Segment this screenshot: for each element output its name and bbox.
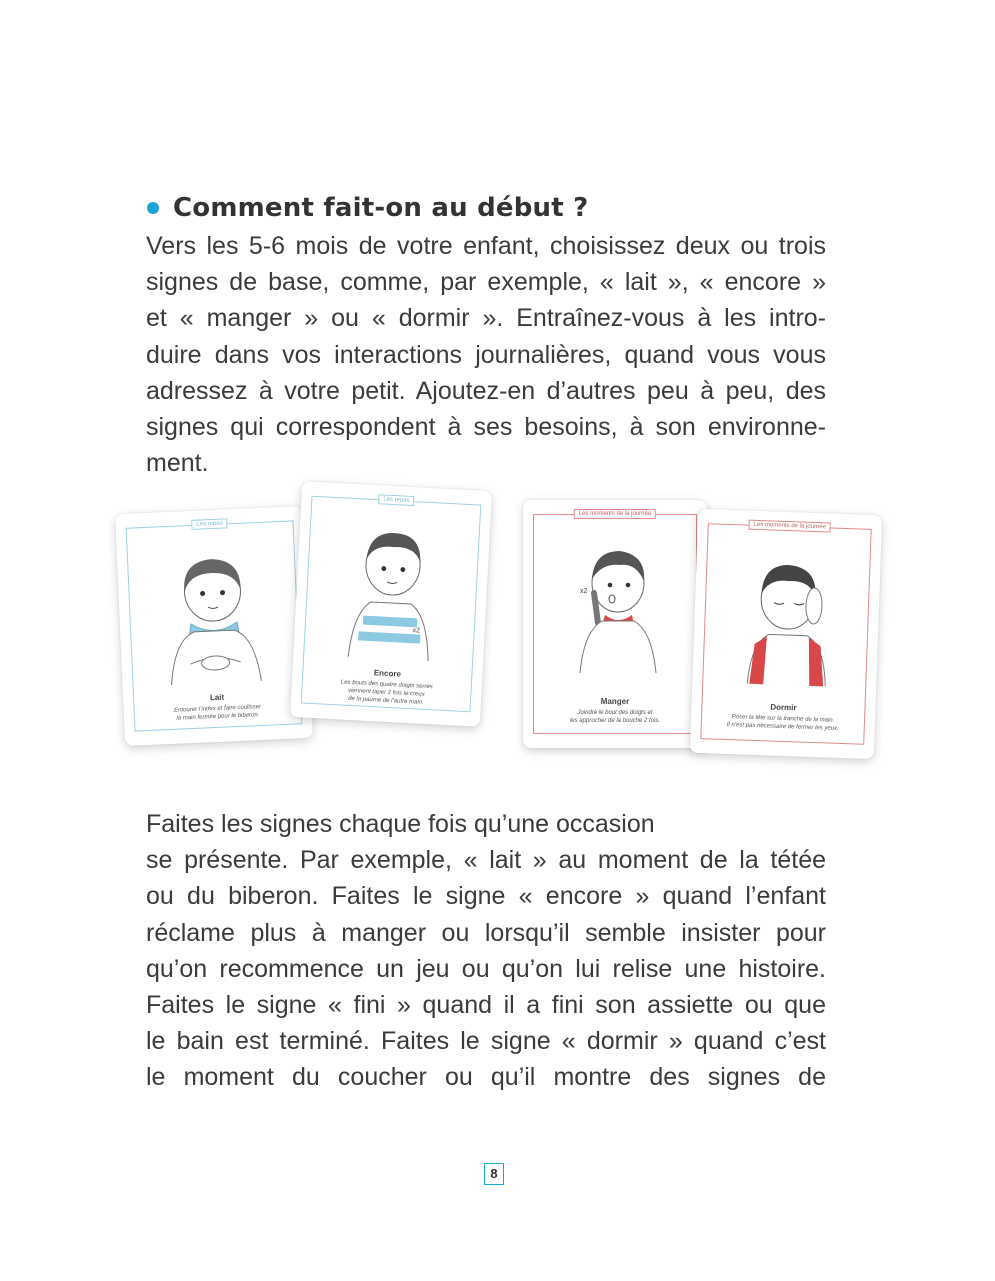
card-description-line: Les bouts des quatre doigts serrés xyxy=(340,679,433,691)
paragraph-intro xyxy=(146,228,826,481)
card-description-line: viennent taper 2 fois le creux xyxy=(347,687,425,698)
baby-illustration xyxy=(145,540,281,696)
card-frame xyxy=(301,496,482,713)
text-line: le moment du coucher ou qu’il montre des signes de xyxy=(146,1063,826,1092)
text-line: Faites les signes chaque fois qu’une occasion xyxy=(146,810,655,838)
repeat-marker: x2 xyxy=(412,627,421,635)
text-line: qu’on recommence un jeu ou qu’on lui relise une histoire. xyxy=(146,954,826,983)
card-description-line: Entourer l’index et faire coulisser xyxy=(173,704,262,714)
card-sign-name: Lait xyxy=(209,692,225,703)
card-frame xyxy=(533,511,697,734)
bullet-icon xyxy=(147,202,159,214)
card-frame xyxy=(126,520,303,731)
card-description-line: de la paume de l’autre main. xyxy=(347,695,424,706)
card-description-line: Poser la tête sur la tranche de la main. xyxy=(731,714,835,724)
text-line: réclame plus à manger ou lorsqu’il semble insister pour xyxy=(146,918,826,947)
baby-illustration xyxy=(550,533,680,683)
card-category: Les repas xyxy=(378,494,415,506)
section-heading: Comment fait-on au début ? xyxy=(173,193,589,223)
sign-cards-illustration xyxy=(118,480,888,770)
sign-card-lait xyxy=(115,506,313,746)
paragraph-usage xyxy=(146,806,826,1096)
card-description xyxy=(312,677,461,709)
card-description-line: les approcher de la bouche 2 fois. xyxy=(569,718,661,724)
repeat-marker: x2 xyxy=(580,588,588,595)
baby-illustration xyxy=(719,543,854,697)
card-sign-name: Encore xyxy=(373,668,402,679)
text-line: ou du biberon. Faites le signe « encore » quand l’enfant xyxy=(146,882,826,911)
card-description xyxy=(145,702,292,724)
text-line: Faites le signe « fini » quand il a fini son assiette ou que xyxy=(146,991,826,1020)
page-number: 8 xyxy=(484,1163,504,1185)
card-description-line: Il n’est pas nécessaire de fermer les yeux. xyxy=(726,721,839,732)
card-description xyxy=(712,712,854,733)
sign-card-manger xyxy=(523,500,707,748)
text-line: adressez à votre petit. Ajoutez-en d’autres peu à peu, des xyxy=(146,376,826,405)
card-description-line: la main fermée pour le biberon. xyxy=(176,712,260,722)
text-line: signes de base, comme, par exemple, « lait », « encore » xyxy=(146,268,826,297)
card-category: Les repas xyxy=(191,518,228,530)
sign-card-encore xyxy=(290,481,492,727)
text-line: et « manger » ou « dormir ». Entraînez-vous à les intro- xyxy=(146,304,826,333)
card-frame xyxy=(700,523,871,745)
card-sign-name: Manger xyxy=(600,697,630,706)
sign-card-dormir xyxy=(690,509,882,759)
text-line: signes qui correspondent à ses besoins, à son environne- xyxy=(146,413,826,442)
card-category: Les moments de la journée xyxy=(574,509,656,519)
text-line: le bain est terminé. Faites le signe « dormir » quand c’est xyxy=(146,1027,826,1056)
text-line: se présente. Par exemple, « lait » au moment de la tétée xyxy=(146,846,826,875)
text-line: Vers les 5-6 mois de votre enfant, choisissez deux ou trois xyxy=(146,232,826,260)
card-category: Les moments de la journée xyxy=(748,520,831,533)
card-description xyxy=(544,709,686,725)
text-line: ment. xyxy=(146,449,209,478)
card-description-line: Joindre le bout des doigts et xyxy=(577,710,653,716)
card-sign-name: Dormir xyxy=(770,702,797,713)
baby-illustration xyxy=(323,516,461,673)
text-line: duire dans vos interactions journalières, quand vous vous xyxy=(146,340,826,369)
